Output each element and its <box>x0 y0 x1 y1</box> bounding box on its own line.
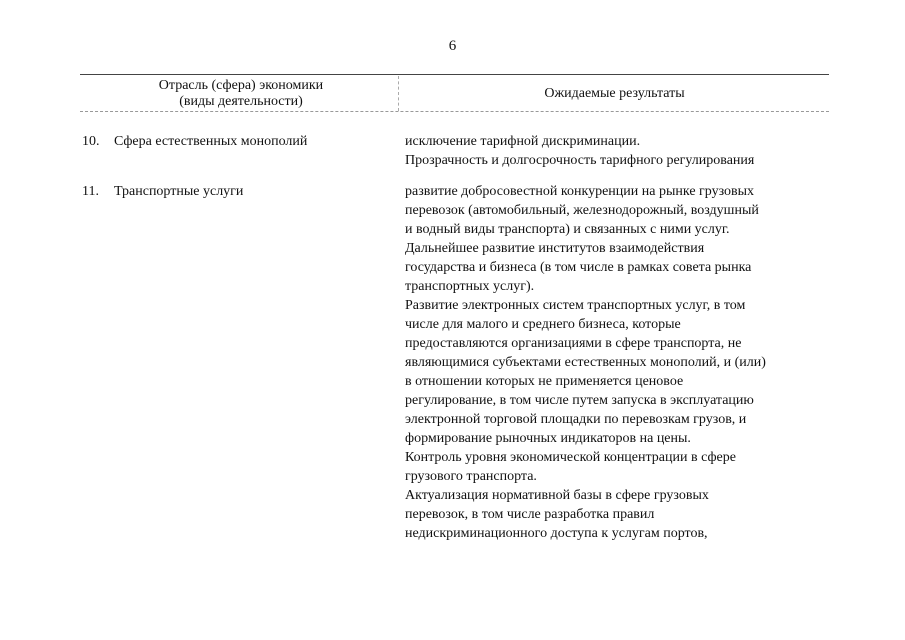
result-line: развитие добросовестной конкуренции на рынке грузовых <box>405 184 755 199</box>
header-expected-results: Ожидаемые результаты <box>544 86 685 101</box>
header-industry <box>112 78 370 110</box>
page-number: 6 <box>448 38 457 54</box>
row-number: 10. <box>82 134 100 149</box>
row-industry-label: Транспортные услуги <box>114 184 244 199</box>
result-line: регулирование, в том числе путем запуска в эксплуатацию <box>405 393 754 408</box>
result-line: транспортных услуг). <box>405 279 535 294</box>
result-line: формирование рыночных индикаторов на цены. <box>405 431 691 446</box>
result-line: перевозок, в том числе разработка правил <box>405 507 655 522</box>
result-line: электронной торговой площадки по перевозкам грузов, и <box>405 412 747 427</box>
header-column-divider <box>398 76 399 111</box>
result-line: Развитие электронных систем транспортных услуг, в том <box>405 298 746 313</box>
result-line: числе для малого и среднего бизнеса, которые <box>405 317 681 332</box>
result-line: в отношении которых не применяется ценовое <box>405 374 684 389</box>
header-industry-line2: (виды деятельности) <box>179 94 303 109</box>
result-line: Дальнейшее развитие институтов взаимодействия <box>405 241 705 256</box>
result-line: Актуализация нормативной базы в сфере грузовых <box>405 488 709 503</box>
row-number: 11. <box>82 184 99 199</box>
result-line: предоставляются организациями в сфере транспорта, не <box>405 336 742 351</box>
row-results <box>405 182 835 543</box>
header-industry-line1: Отрасль (сфера) экономики <box>158 78 324 93</box>
row-results <box>405 132 835 170</box>
result-line: исключение тарифной дискриминации. <box>405 134 641 149</box>
table-top-rule <box>80 74 829 75</box>
table-header-rule <box>80 111 829 112</box>
row-industry-label: Сфера естественных монополий <box>114 134 308 149</box>
result-line: Прозрачность и долгосрочность тарифного регулирования <box>405 153 755 168</box>
result-line: недискриминационного доступа к услугам портов, <box>405 526 708 541</box>
result-line: являющимися субъектами естественных монополий, и (или) <box>405 355 766 370</box>
result-line: грузового транспорта. <box>405 469 537 484</box>
result-line: государства и бизнеса (в том числе в рамках совета рынка <box>405 260 752 275</box>
result-line: и водный виды транспорта) и связанных с ними услуг. <box>405 222 730 237</box>
result-line: перевозок (автомобильный, железнодорожный, воздушный <box>405 203 759 218</box>
result-line: Контроль уровня экономической концентрации в сфере <box>405 450 736 465</box>
